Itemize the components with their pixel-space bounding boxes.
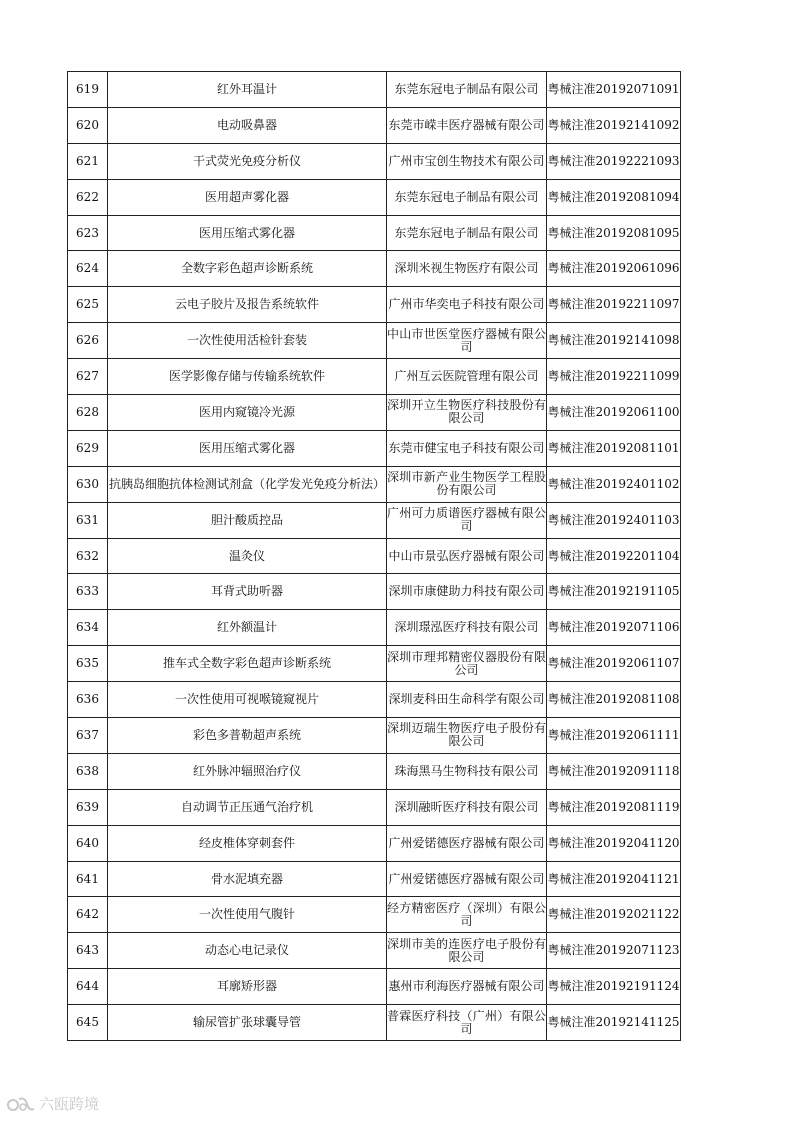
company-name: 东莞市健宝电子科技有限公司 [387,430,547,466]
product-name: 骨水泥填充器 [108,861,387,897]
table-row [68,897,681,933]
company-name: 东莞市嵘丰医疗器械有限公司 [387,107,547,143]
product-name: 医用压缩式雾化器 [108,215,387,251]
registration-number: 粤械注准20192071106 [547,610,681,646]
company-name: 深圳市美的连医疗电子股份有限公司 [387,933,547,969]
product-name: 红外脉冲辐照治疗仪 [108,753,387,789]
row-number: 639 [68,789,108,825]
table-row [68,646,681,682]
company-name: 深圳融昕医疗科技有限公司 [387,789,547,825]
registration-number: 粤械注准20192211099 [547,359,681,395]
table-row [68,753,681,789]
table-row [68,251,681,287]
table-row [68,682,681,718]
product-name: 耳背式助听器 [108,574,387,610]
company-name: 广州爱锘德医疗器械有限公司 [387,825,547,861]
registration-number: 粤械注准20192081108 [547,682,681,718]
registration-number: 粤械注准20192061111 [547,718,681,754]
company-name: 深圳市康健助力科技有限公司 [387,574,547,610]
row-number: 620 [68,107,108,143]
product-name: 经皮椎体穿刺套件 [108,825,387,861]
registration-number: 粤械注准20192061107 [547,646,681,682]
company-name: 深圳开立生物医疗科技股份有限公司 [387,395,547,431]
company-name: 广州市宝创生物技术有限公司 [387,143,547,179]
registration-number: 粤械注准20192061100 [547,395,681,431]
row-number: 625 [68,287,108,323]
watermark-text: 六瓯跨境 [39,1095,100,1113]
row-number: 635 [68,646,108,682]
registration-number: 粤械注准20192191105 [547,574,681,610]
table-row [68,825,681,861]
table-row [68,933,681,969]
row-number: 636 [68,682,108,718]
row-number: 622 [68,179,108,215]
table-row [68,323,681,359]
product-name: 医用超声雾化器 [108,179,387,215]
product-name: 医用压缩式雾化器 [108,430,387,466]
table-row [68,107,681,143]
row-number: 619 [68,72,108,108]
table-row [68,287,681,323]
registration-number: 粤械注准20192141098 [547,323,681,359]
row-number: 624 [68,251,108,287]
company-name: 广州爱锘德医疗器械有限公司 [387,861,547,897]
product-name: 动态心电记录仪 [108,933,387,969]
registration-number: 粤械注准20192211097 [547,287,681,323]
registration-number: 粤械注准20192141125 [547,1005,681,1041]
product-name: 耳廓矫形器 [108,969,387,1005]
company-name: 珠海黑马生物科技有限公司 [387,753,547,789]
registration-number: 粤械注准20192141092 [547,107,681,143]
product-name: 胆汁酸质控品 [108,502,387,538]
row-number: 629 [68,430,108,466]
registration-number: 粤械注准20192021122 [547,897,681,933]
registration-number: 粤械注准20192081119 [547,789,681,825]
registration-number: 粤械注准20192091118 [547,753,681,789]
product-name: 医学影像存储与传输系统软件 [108,359,387,395]
table-row [68,430,681,466]
registration-number: 粤械注准20192061096 [547,251,681,287]
row-number: 621 [68,143,108,179]
company-name: 深圳璟泓医疗科技有限公司 [387,610,547,646]
table-row [68,969,681,1005]
logo-icon [7,1095,35,1113]
company-name: 深圳市新产业生物医学工程股份有限公司 [387,466,547,502]
company-name: 中山市景弘医疗器械有限公司 [387,538,547,574]
product-name: 推车式全数字彩色超声诊断系统 [108,646,387,682]
registration-number: 粤械注准20192081101 [547,430,681,466]
product-name: 彩色多普勒超声系统 [108,718,387,754]
row-number: 628 [68,395,108,431]
product-name: 红外耳温计 [108,72,387,108]
company-name: 广州市华奕电子科技有限公司 [387,287,547,323]
table-row [68,610,681,646]
company-name: 深圳市理邦精密仪器股份有限公司 [387,646,547,682]
row-number: 623 [68,215,108,251]
company-name: 东莞东冠电子制品有限公司 [387,179,547,215]
row-number: 631 [68,502,108,538]
row-number: 627 [68,359,108,395]
registration-number: 粤械注准20192081094 [547,179,681,215]
product-name: 一次性使用可视喉镜窥视片 [108,682,387,718]
row-number: 645 [68,1005,108,1041]
table-row [68,574,681,610]
table-row [68,359,681,395]
company-name: 东莞东冠电子制品有限公司 [387,72,547,108]
company-name: 中山市世医堂医疗器械有限公司 [387,323,547,359]
row-number: 640 [68,825,108,861]
product-name: 抗胰岛细胞抗体检测试剂盒（化学发光免疫分析法） [108,466,387,502]
company-name: 经方精密医疗（深圳）有限公司 [387,897,547,933]
company-name: 普霖医疗科技（广州）有限公司 [387,1005,547,1041]
row-number: 641 [68,861,108,897]
registration-number: 粤械注准20192201104 [547,538,681,574]
product-name: 一次性使用活检针套装 [108,323,387,359]
product-name: 输尿管扩张球囊导管 [108,1005,387,1041]
registration-number: 粤械注准20192191124 [547,969,681,1005]
row-number: 632 [68,538,108,574]
registration-table [67,71,681,1041]
registration-number: 粤械注准20192041120 [547,825,681,861]
table-row [68,789,681,825]
company-name: 东莞东冠电子制品有限公司 [387,215,547,251]
product-name: 云电子胶片及报告系统软件 [108,287,387,323]
row-number: 637 [68,718,108,754]
company-name: 惠州市利海医疗器械有限公司 [387,969,547,1005]
table-row [68,502,681,538]
registration-number: 粤械注准20192401103 [547,502,681,538]
table-row [68,861,681,897]
table-row [68,395,681,431]
table-row [68,72,681,108]
row-number: 638 [68,753,108,789]
row-number: 644 [68,969,108,1005]
company-name: 广州互云医院管理有限公司 [387,359,547,395]
registration-number: 粤械注准20192041121 [547,861,681,897]
company-name: 深圳迈瑞生物医疗电子股份有限公司 [387,718,547,754]
table-row [68,179,681,215]
company-name: 广州可力质谱医疗器械有限公司 [387,502,547,538]
row-number: 643 [68,933,108,969]
table-row [68,1005,681,1041]
table-row [68,143,681,179]
product-name: 干式荧光免疫分析仪 [108,143,387,179]
product-name: 自动调节正压通气治疗机 [108,789,387,825]
row-number: 634 [68,610,108,646]
registration-number: 粤械注准20192401102 [547,466,681,502]
product-name: 电动吸鼻器 [108,107,387,143]
product-name: 全数字彩色超声诊断系统 [108,251,387,287]
product-name: 医用内窥镜冷光源 [108,395,387,431]
product-name: 红外额温计 [108,610,387,646]
registration-number: 粤械注准20192071091 [547,72,681,108]
product-name: 温灸仪 [108,538,387,574]
row-number: 626 [68,323,108,359]
company-name: 深圳麦科田生命科学有限公司 [387,682,547,718]
watermark [7,1093,99,1114]
row-number: 633 [68,574,108,610]
row-number: 630 [68,466,108,502]
company-name: 深圳米视生物医疗有限公司 [387,251,547,287]
registration-number: 粤械注准20192071123 [547,933,681,969]
table-row [68,215,681,251]
product-name: 一次性使用气腹针 [108,897,387,933]
row-number: 642 [68,897,108,933]
table-row [68,538,681,574]
table-row [68,466,681,502]
table-row [68,718,681,754]
registration-number: 粤械注准20192221093 [547,143,681,179]
registration-number: 粤械注准20192081095 [547,215,681,251]
